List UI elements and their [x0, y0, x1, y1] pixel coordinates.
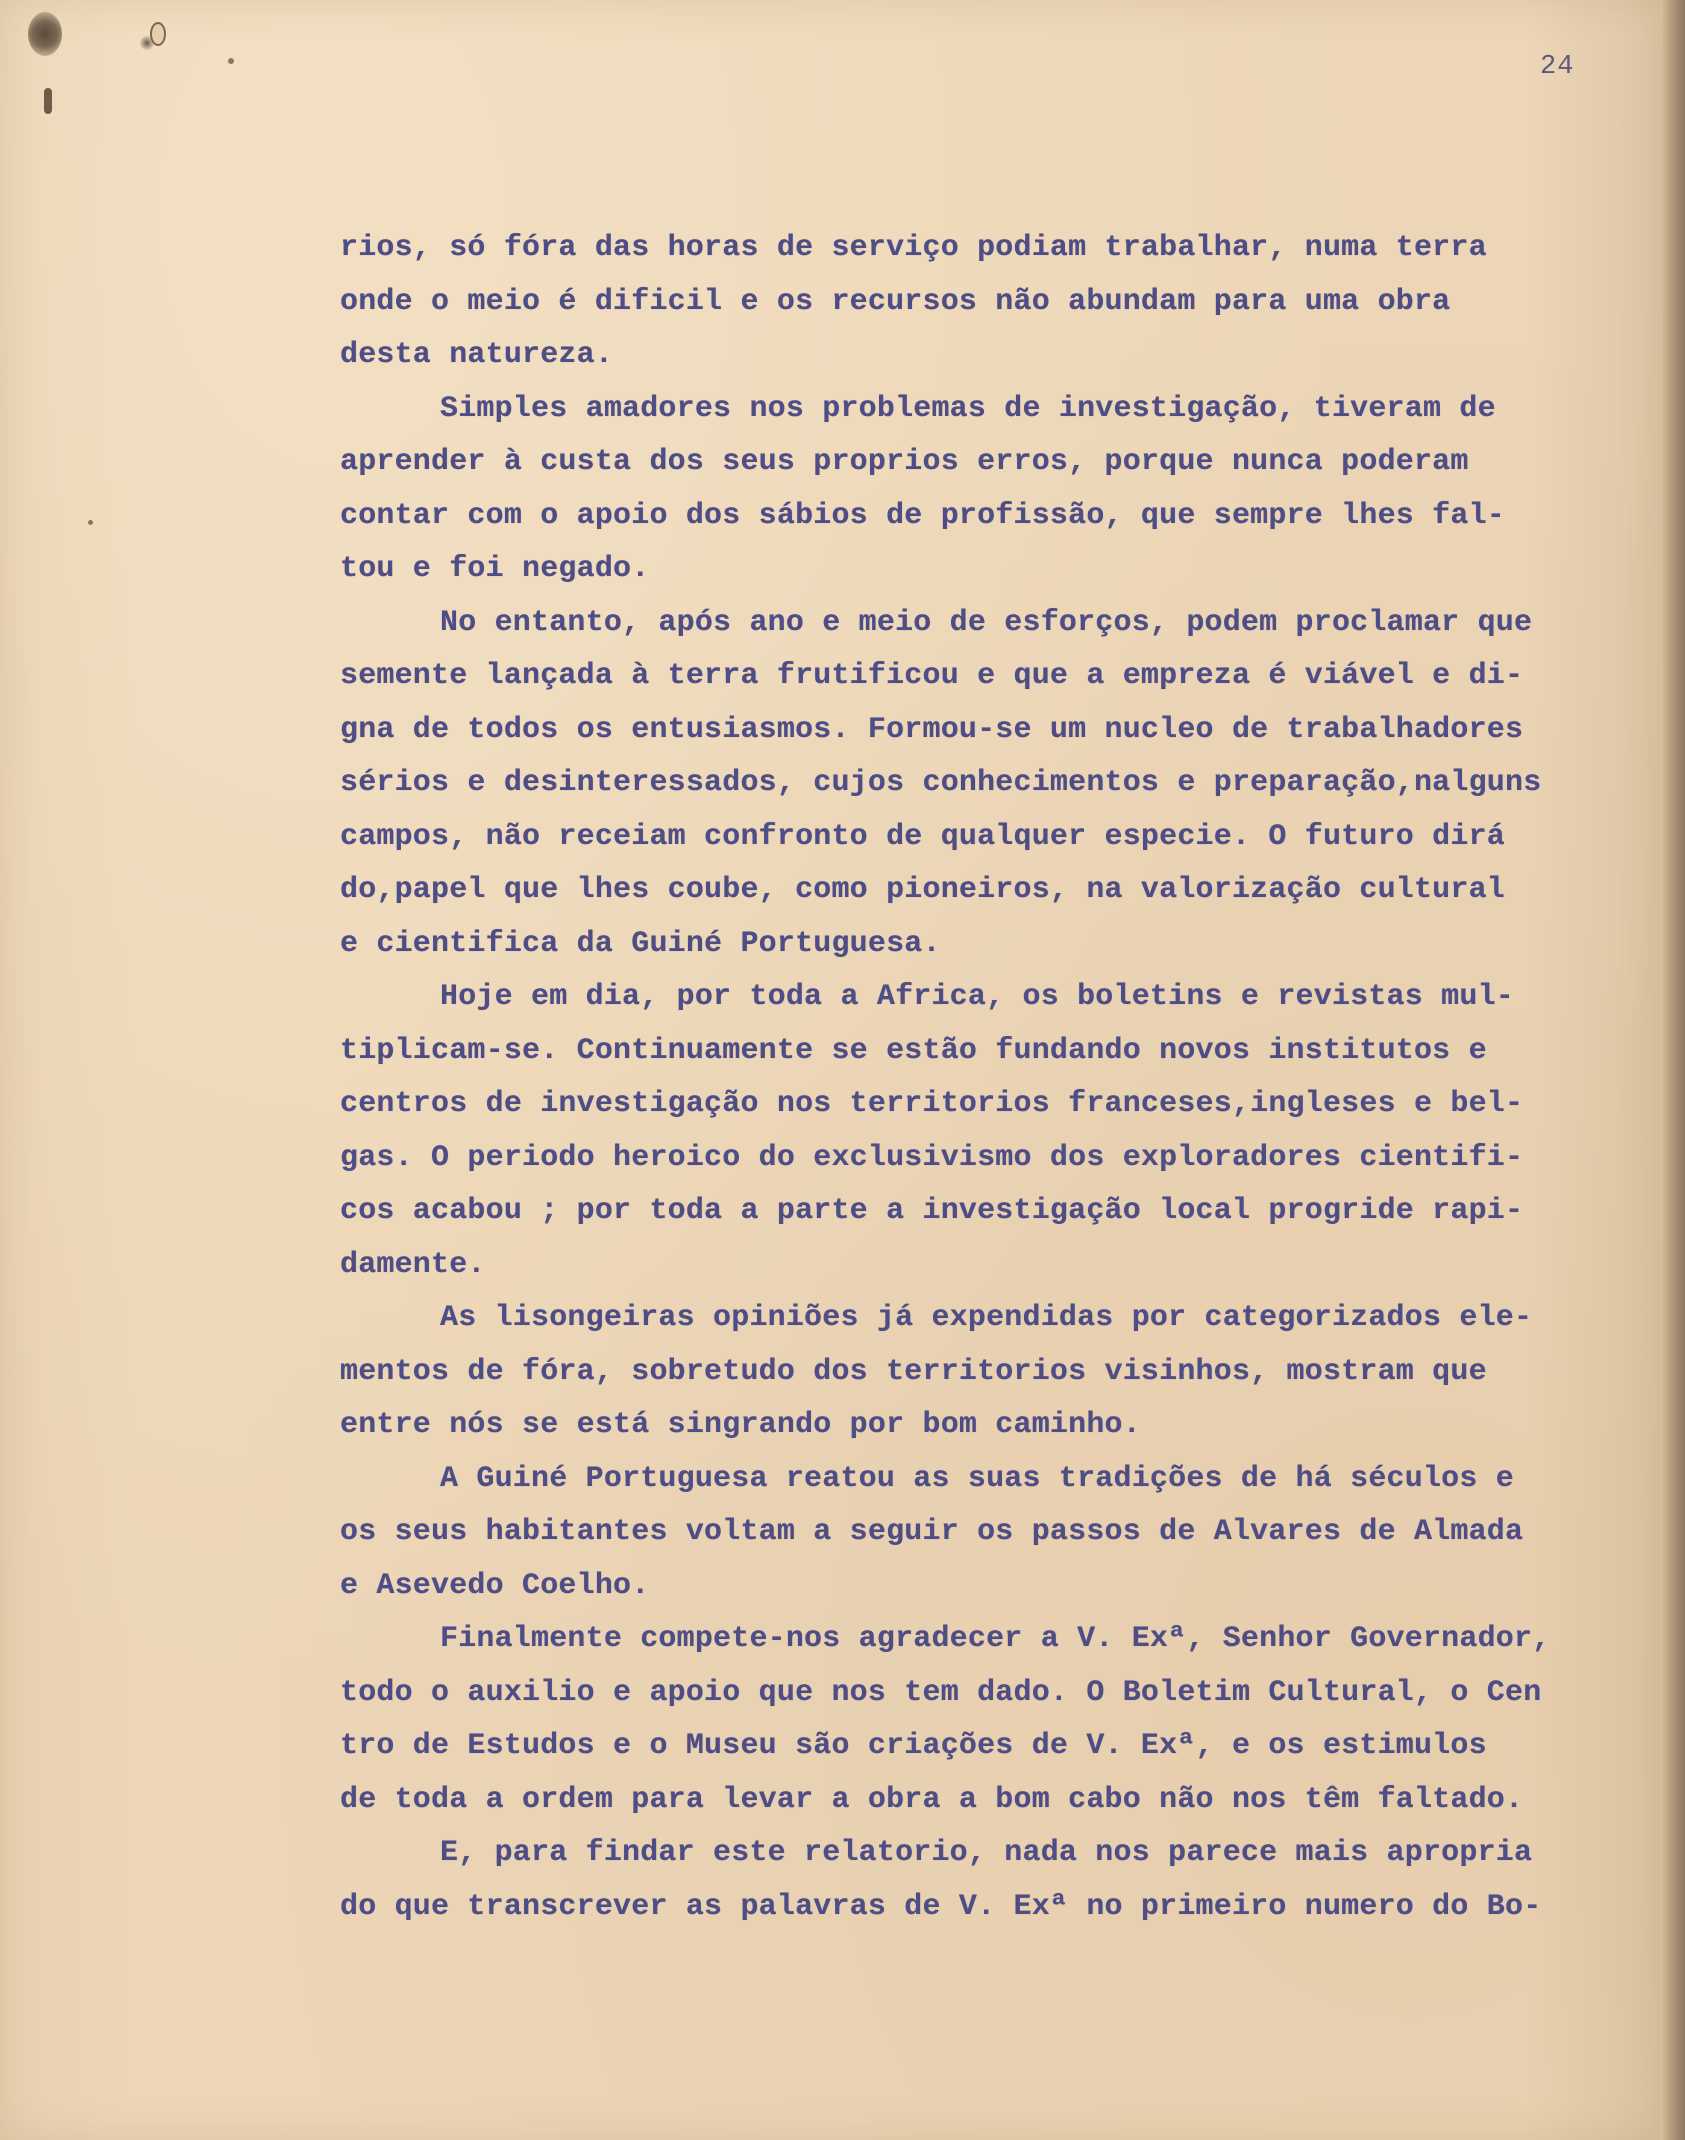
- text-line: Hoje em dia, por toda a Africa, os boletins e revistas mul-: [440, 980, 1514, 1014]
- text-line: os seus habitantes voltam a seguir os passos de Alvares de Almada: [340, 1515, 1524, 1549]
- text-line: tiplicam-se. Continuamente se estão fundando novos institutos e: [340, 1033, 1487, 1068]
- text-line: E, para findar este relatorio, nada nos parece mais apropria: [440, 1836, 1533, 1870]
- text-line: campos, não receiam confronto de qualquer especie. O futuro dirá: [340, 819, 1505, 854]
- text-line: gas. O periodo heroico do exclusivismo dos exploradores cientifi-: [340, 1140, 1524, 1175]
- body-text: [340, 222, 1660, 1934]
- text-line: tou e foi negado.: [340, 552, 650, 586]
- text-line: mentos de fóra, sobretudo dos territorios visinhos, mostram que: [340, 1354, 1487, 1389]
- text-line: entre nós se está singrando por bom caminho.: [340, 1408, 1141, 1442]
- text-line: semente lançada à terra frutificou e que a empreza é viável e di-: [340, 659, 1524, 693]
- text-line: No entanto, após ano e meio de esforços, podem proclamar que: [440, 605, 1533, 640]
- speck: [228, 58, 234, 64]
- text-line: sérios e desinteressados, cujos conhecimentos e preparação,nalguns: [340, 766, 1542, 800]
- text-line: centros de investigação nos territorios franceses,ingleses e bel-: [340, 1087, 1524, 1121]
- text-line: aprender à custa dos seus proprios erros, porque nunca poderam: [340, 445, 1469, 479]
- page-number: 24: [1540, 52, 1575, 82]
- text-line: A Guiné Portuguesa reatou as suas tradições de há séculos e: [440, 1461, 1514, 1496]
- text-line: de toda a ordem para levar a obra a bom cabo não nos têm faltado.: [340, 1782, 1524, 1817]
- text-line: e Asevedo Coelho.: [340, 1568, 650, 1603]
- text-line: damente.: [340, 1247, 486, 1282]
- text-line: e cientifica da Guiné Portuguesa.: [340, 926, 941, 961]
- text-line: gna de todos os entusiasmos. Formou-se um nucleo de trabalhadores: [340, 712, 1524, 747]
- text-line: Simples amadores nos problemas de investigação, tiveram de: [440, 391, 1496, 426]
- text-line: tro de Estudos e o Museu são criações de V. Exª, e os estimulos: [340, 1729, 1487, 1763]
- text-line: do que transcrever as palavras de V. Exª no primeiro numero do Bo-: [340, 1889, 1542, 1924]
- text-line: rios, só fóra das horas de serviço podiam trabalhar, numa terra: [340, 231, 1487, 265]
- text-line: do,papel que lhes coube, como pioneiros, na valorização cultural: [340, 873, 1505, 907]
- text-line: As lisongeiras opiniões já expendidas por categorizados ele-: [440, 1301, 1533, 1335]
- text-line: cos acabou ; por toda a parte a investigação local progride rapi-: [340, 1194, 1524, 1228]
- ink-stain: [44, 88, 52, 114]
- page-edge: [1660, 0, 1685, 2140]
- text-line: onde o meio é dificil e os recursos não abundam para uma obra: [340, 284, 1451, 319]
- ink-stain: [28, 12, 62, 56]
- text-line: desta natureza.: [340, 338, 614, 372]
- speck: [88, 520, 93, 525]
- text-line: Finalmente compete-nos agradecer a V. Exª, Senhor Governador,: [440, 1622, 1551, 1656]
- text-line: todo o auxilio e apoio que nos tem dado. O Boletim Cultural, o Cen: [340, 1675, 1542, 1710]
- text-line: contar com o apoio dos sábios de profissão, que sempre lhes fal-: [340, 498, 1505, 533]
- binding-hole: [150, 22, 166, 46]
